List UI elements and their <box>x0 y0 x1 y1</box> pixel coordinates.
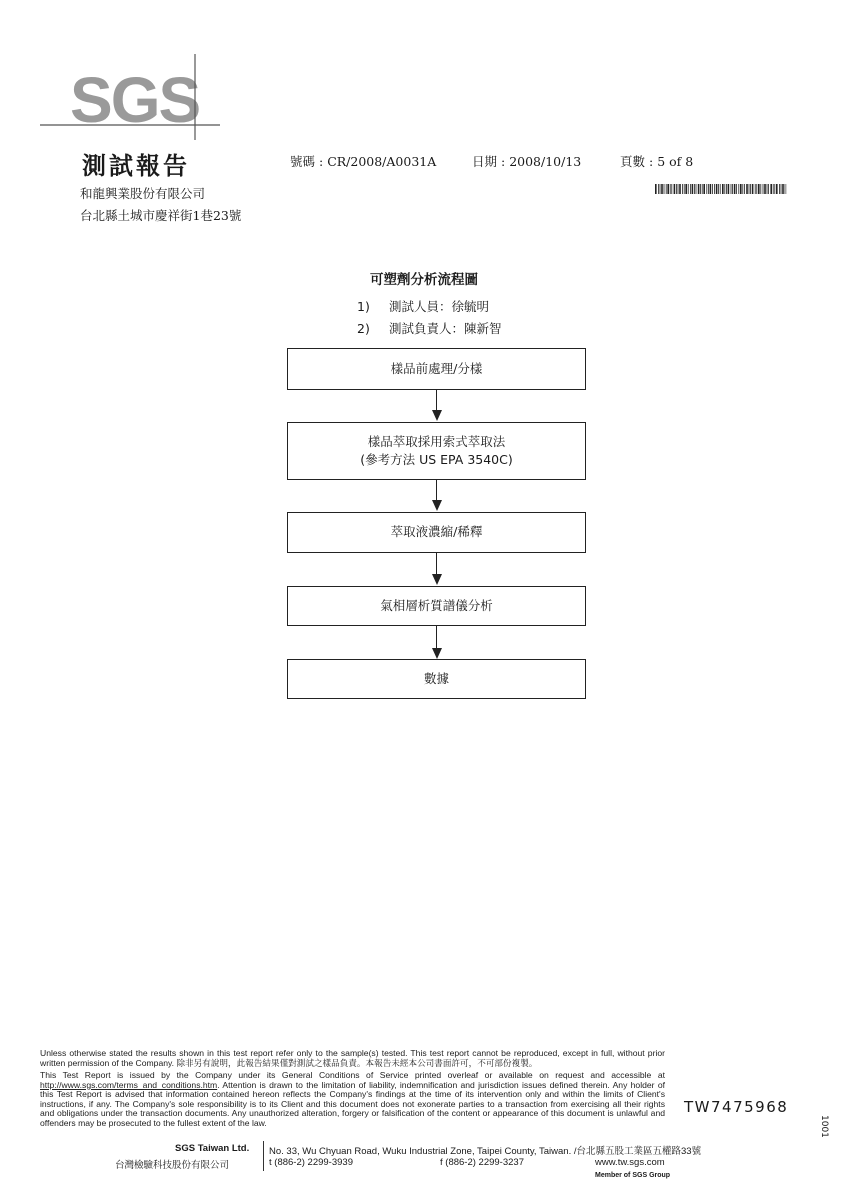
report-number: 號碼 : CR/2008/A0031A <box>290 154 437 169</box>
barcode-bar <box>667 184 669 194</box>
flow-title: 可塑劑分析流程圖 <box>370 272 478 288</box>
footer-fax: f (886-2) 2299-3237 <box>440 1157 524 1168</box>
disclaimer-conditions <box>40 1071 665 1129</box>
barcode-bar <box>694 184 695 194</box>
report-number-value: CR/2008/A0031A <box>327 154 437 169</box>
barcode-bar <box>779 184 780 194</box>
flow-step-label: 氣相層析質譜儀分析 <box>380 597 493 613</box>
barcode-bar <box>712 184 713 194</box>
barcode-bar <box>660 184 661 194</box>
barcode-bar <box>722 184 724 194</box>
barcode-bar <box>782 184 784 194</box>
barcode-bar <box>726 184 727 194</box>
barcode-bar <box>764 184 766 194</box>
page-count: 頁數 : 5 of 8 <box>620 154 694 169</box>
terms-link[interactable]: http://www.sgs.com/terms_and_conditions.htm <box>40 1079 218 1090</box>
arrow-head-icon <box>432 574 442 585</box>
barcode-bar <box>666 184 667 194</box>
barcode-bar <box>732 184 733 194</box>
barcode-bar <box>690 184 691 194</box>
flow-step-label: 樣品前處理/分樣 <box>390 360 483 376</box>
footer-company-en: SGS Taiwan Ltd. <box>175 1143 250 1154</box>
flow-step-gcms <box>287 586 586 626</box>
supervisor-text: 測試負責人：陳新智 <box>388 321 502 336</box>
barcode-bar <box>674 184 676 194</box>
report-serial: TW7475968 <box>684 1098 789 1116</box>
report-number-label: 號碼 <box>290 154 316 169</box>
barcode-bar <box>696 184 697 194</box>
barcode-bar <box>698 184 700 194</box>
flow-arrow <box>436 480 438 511</box>
arrow-head-icon <box>432 500 442 511</box>
test-supervisor <box>357 319 502 337</box>
tester-text: 測試人員：徐毓明 <box>388 299 489 314</box>
barcode-bar <box>738 184 739 194</box>
company-address: 台北縣土城市慶祥街1巷23號 <box>80 208 242 223</box>
report-date-label: 日期 <box>472 154 498 169</box>
arrow-head-icon <box>432 410 442 421</box>
barcode-bar <box>756 184 757 194</box>
barcode-bar <box>749 184 750 194</box>
disclaimer-conditions-post: . Attention is drawn to the limitation of liability, indemnification and jurisdiction issues defined therein. Any holder of this Test Report is advised that information contained hereon reflects the Company's findings at the time of its intervention only and within the limits of Client's instructions, if any. The Company's sole responsibility is to its Client and this document does not exonerate parties to a transaction from exercising all their rights and obligations under the transaction documents. Any unauthorized alteration, forgery or falsification of the content or appearance of this document is unlawful and offenders may be prosecuted to the fullest extent of the law. <box>40 1079 665 1128</box>
disclaimer-conditions-pre: This Test Report is issued by the Company under its General Conditions of Service printed overleaf or available on request and accessible at <box>40 1070 665 1080</box>
report-title: 測試報告 <box>82 151 190 180</box>
barcode-bar <box>728 184 730 194</box>
barcode-bar <box>714 184 715 194</box>
side-code: 1001 <box>819 1115 829 1138</box>
barcode-bar <box>767 184 768 194</box>
barcode-bar <box>724 184 725 194</box>
barcode-bar <box>682 184 683 194</box>
barcode-bar <box>670 184 671 194</box>
barcode-bar <box>718 184 719 194</box>
footer-website[interactable]: www.tw.sgs.com <box>595 1157 665 1168</box>
barcode-bar <box>776 184 778 194</box>
barcode-bar <box>661 184 663 194</box>
barcode-bar <box>760 184 761 194</box>
barcode-bar <box>755 184 756 194</box>
barcode-bar <box>770 184 772 194</box>
barcode-bar <box>720 184 721 194</box>
barcode-bar <box>731 184 732 194</box>
barcode-bar <box>700 184 701 194</box>
tester-num: 1) <box>357 299 370 314</box>
report-date-value: 2008/10/13 <box>509 154 582 169</box>
flow-arrow <box>436 390 438 421</box>
barcode-bar <box>688 184 689 194</box>
page-count-value: 5 of 8 <box>657 154 694 169</box>
barcode-bar <box>773 184 774 194</box>
flow-step-extraction <box>287 422 586 480</box>
flow-arrow <box>436 626 438 659</box>
barcode-bar <box>671 184 672 194</box>
barcode-bar <box>706 184 707 194</box>
barcode-bar <box>655 184 657 194</box>
barcode-bar <box>746 184 748 194</box>
barcode-bar <box>740 184 742 194</box>
logo-text: SGS <box>70 64 200 136</box>
company-name: 和龍興業股份有限公司 <box>80 186 206 201</box>
footer-company-zh: 台灣檢驗科技股份有限公司 <box>115 1160 230 1171</box>
footer-member: Member of SGS Group <box>595 1172 671 1179</box>
barcode-bar <box>716 184 718 194</box>
barcode-bar <box>736 184 737 194</box>
flow-step-pretreatment <box>287 348 586 390</box>
flow-step-label: 樣品萃取採用索式萃取法 <box>367 433 506 449</box>
barcode-bar <box>676 184 677 194</box>
flow-step-reference: (參考方法 US EPA 3540C) <box>360 452 513 467</box>
barcode-bar <box>708 184 709 194</box>
page-count-label: 頁數 <box>620 154 646 169</box>
supervisor-num: 2) <box>357 321 370 336</box>
sgs-logo <box>40 52 220 142</box>
footer-phone: t (886-2) 2299-3939 <box>269 1157 353 1168</box>
barcode-bar <box>664 184 665 194</box>
barcode-bar <box>678 184 679 194</box>
barcode <box>655 184 787 194</box>
barcode-bar <box>658 184 659 194</box>
barcode-bar <box>744 184 745 194</box>
flow-arrow <box>436 553 438 585</box>
report-date: 日期 : 2008/10/13 <box>472 154 582 169</box>
flow-step-label: 數據 <box>423 670 449 686</box>
footer-divider <box>263 1141 264 1171</box>
tester <box>357 297 489 315</box>
barcode-bar <box>679 184 681 194</box>
barcode-bar <box>758 184 760 194</box>
barcode-bar <box>763 184 764 194</box>
barcode-bar <box>710 184 712 194</box>
barcode-bar <box>685 184 687 194</box>
barcode-bar <box>703 184 705 194</box>
barcode-bar <box>684 184 685 194</box>
barcode-bar <box>702 184 703 194</box>
footer-address: No. 33, Wu Chyuan Road, Wuku Industrial Zone, Taipei County, Taiwan. /台北縣五股工業區五權路33號 <box>269 1146 702 1157</box>
barcode-bar <box>750 184 751 194</box>
disclaimer-reproduction: Unless otherwise stated the results shown in this test report refer only to the sample(s) tested. This test report cannot be reproduced, except in full, without prior written permission of the Company. 除非另有說明，此報告結果僅對測試之樣品負責。本報告未經本公司書面許可，不可部份複製。 <box>40 1048 665 1068</box>
flow-step-label: 萃取液濃縮/稀釋 <box>390 524 483 540</box>
barcode-bar <box>692 184 694 194</box>
barcode-bar <box>785 184 786 194</box>
flow-step-concentration <box>287 512 586 553</box>
barcode-bar <box>768 184 769 194</box>
barcode-bar <box>774 184 775 194</box>
arrow-head-icon <box>432 648 442 659</box>
barcode-bar <box>742 184 743 194</box>
barcode-bar <box>734 184 736 194</box>
flow-step-data <box>287 659 586 699</box>
barcode-bar <box>752 184 754 194</box>
barcode-bar <box>781 184 782 194</box>
